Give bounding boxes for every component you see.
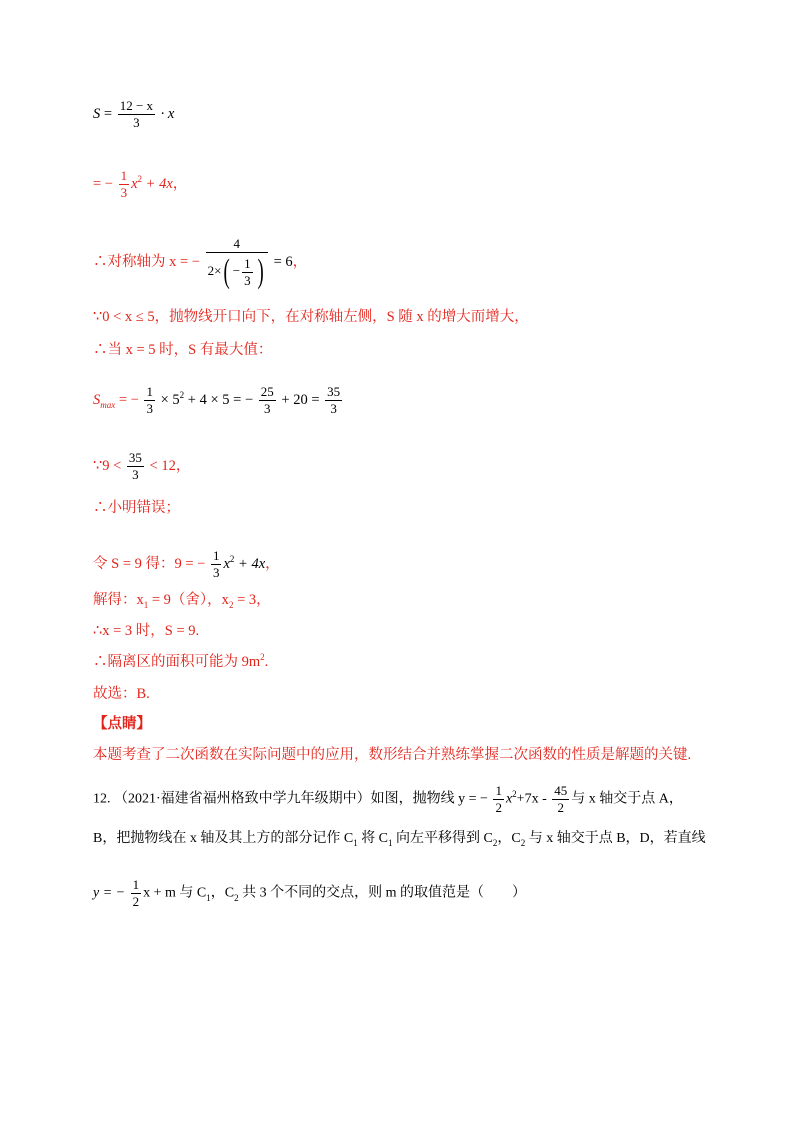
numerator: 1 [495,783,502,798]
line2-d: ，C [497,831,521,846]
area-conclusion [93,652,268,673]
let-prefix: 令 S = 9 得：9 = − [93,555,206,572]
denominator: 2 [552,799,569,816]
numerator: 1 [244,255,251,271]
right-paren: ) [257,253,264,290]
fraction-one-third [119,168,130,201]
numerator: 35 [327,384,341,399]
denominator: 3 [120,185,128,200]
fraction-35-3 [127,450,144,483]
formula-s-expanded [93,168,187,201]
formula-smax [93,384,344,417]
solve-end: = 3， [233,592,271,608]
denominator: 2 [495,800,502,815]
subscript: 2 [492,838,498,848]
solution-line [93,590,271,611]
numerator: 4 [233,236,241,251]
question-12-line-3 [93,877,526,910]
numerator: 1 [132,877,140,892]
fraction-one-half [493,783,504,816]
solve-mid: = 9（舍），x [148,592,229,608]
let-s-nine [93,548,280,581]
two-times: 2× [207,262,222,278]
conclusion-wrong: ∴小明错误； [93,500,180,516]
fraction-25-3 [259,384,276,417]
numerator: 45 [554,783,568,798]
numerator: 1 [212,548,220,563]
question-12-line-1 [93,783,683,816]
comma: ， [265,555,280,572]
solve-text: 解得：x [93,592,144,608]
denominator: 3 [325,400,342,417]
line2-c: 向左平移得到 C [392,831,493,846]
fraction-35-3 [325,384,342,417]
line3-b: x + m 与 C [143,885,207,901]
subscript: 1 [388,838,393,848]
times-five: × 5 [160,391,180,408]
left-paren: ( [224,253,231,290]
term-4x: + 4x [145,175,173,192]
term-4x: + 4x [238,555,266,572]
var-s: S [93,105,101,122]
denominator [206,252,268,289]
denominator: 3 [244,272,251,288]
question-source: （2021·福建省福州格致中学九年级期中）如图，抛物线 y = − [114,791,488,807]
area-text: ∴隔离区的面积可能为 9m [93,654,261,670]
line2-a: B，把抛物线在 x 轴及其上方的部分记作 C [93,831,354,846]
q1-end: 与 x 轴交于点 A， [571,791,683,807]
numerator: 35 [128,450,142,465]
exponent: 2 [229,553,235,564]
ineq-suffix: < 12， [149,457,191,474]
fraction [118,98,155,131]
comment-text: 本题考查了二次函数在实际问题中的应用，数形结合并熟练掌握二次函数的性质是解题的关键. [93,747,692,763]
exponent: 2 [137,173,143,184]
equals-minus: = − [93,175,113,192]
var-x: x [223,555,230,572]
denominator: 3 [146,401,153,416]
range-reason: ∵0 < x ≤ 5，抛物线开口向下，在对称轴左侧，S 随 x 的增大而增大， [93,309,529,325]
line3-c: ，C [210,885,235,901]
period: . [264,654,269,670]
denominator: 2 [132,894,140,909]
middle-terms: + 4 × 5 = − [187,391,254,408]
axis-of-symmetry-line [93,236,307,289]
subscript: 2 [228,600,234,610]
fraction-one-half [131,877,142,910]
var-s: S [93,391,101,408]
plus-twenty: + 20 = [281,391,320,408]
line3-d: 共 3 个不同的交点，则 m 的取值范是（ ） [238,885,526,901]
inner-fraction [242,256,253,289]
subscript: 2 [234,892,239,903]
question-number: 12. [93,791,111,807]
axis-prefix: ∴对称轴为 x = − [93,253,200,270]
subscript: 1 [143,600,149,610]
max-condition: ∴当 x = 5 时，S 有最大值： [93,342,273,358]
choice-answer: 故选：B. [93,686,150,702]
var-x: x [131,175,138,192]
fraction-45-2 [552,783,569,816]
exponent: 2 [179,389,185,400]
equals-minus: = − [118,391,139,408]
var-x: x [505,791,513,807]
numerator: 1 [146,384,153,399]
question-12-line-2 [93,829,706,849]
subscript: 1 [353,838,358,848]
comma: ， [172,175,188,192]
times-x: · x [160,105,175,122]
axis-fraction [206,236,268,289]
line2-e: 与 x 轴交于点 B，D，若直线 [525,831,706,846]
subscript: 2 [520,838,526,848]
line2-b: 将 C [357,831,389,846]
plus-7x: +7x - [516,791,547,807]
denominator: 3 [259,400,276,417]
equals-six: = 6 [273,253,293,270]
denominator: 3 [127,466,144,483]
minus: − [232,262,241,278]
numerator: 12 − x [119,98,154,113]
comma: ， [292,253,308,270]
denominator: 3 [118,114,155,131]
ineq-prefix: ∵9 < [93,457,122,474]
numerator: 25 [260,384,274,399]
comment-heading: 【点睛】 [93,716,151,732]
fraction-one-third [144,384,155,417]
exponent: 2 [512,788,517,799]
fraction-one-third [211,548,222,581]
formula-s-definition: S = $\frac{12 - x}{3}$ · x [93,98,175,130]
inequality-line [93,450,190,483]
subscript: 1 [206,892,211,903]
subscript-max: max [100,399,116,410]
exponent: 2 [260,652,265,662]
line3-a: y = − [93,885,126,901]
x-equals-three: ∴x = 3 时，S = 9. [93,623,200,639]
numerator: 1 [120,168,128,183]
denominator: 3 [212,565,220,580]
